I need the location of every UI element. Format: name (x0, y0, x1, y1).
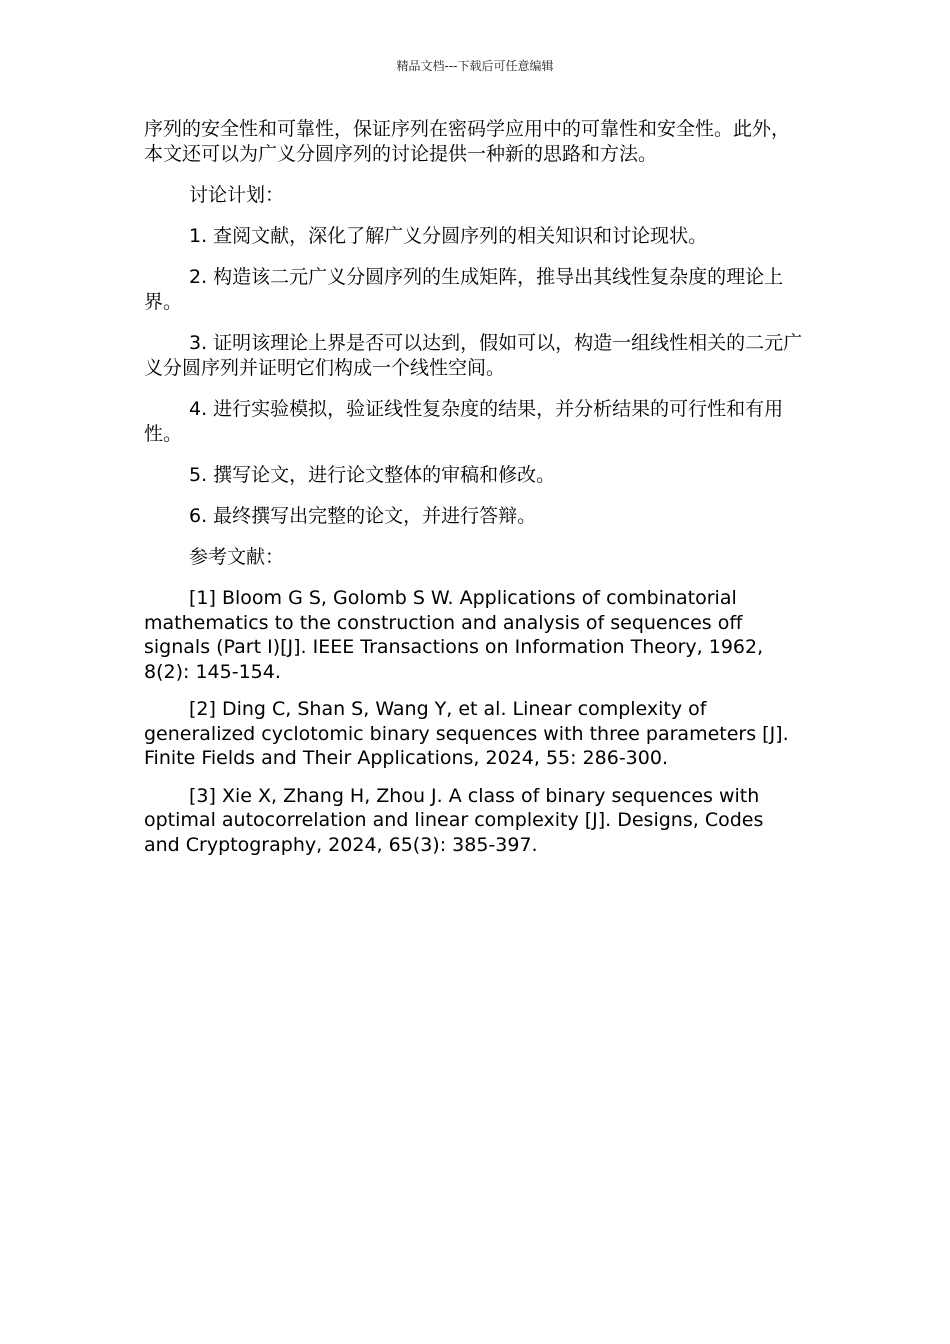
plan-item-5: 5. 撰写论文，进行论文整体的审稿和修改。 (189, 464, 556, 486)
reference-1: [1] Bloom G S, Golomb S W. Applications of combinatorial mathematics to the construction and analysis of sequences off signals (Part I)[J]. IEEE Transactions on Information Theory, 1962, 8(2): 145-154. (144, 587, 764, 683)
reference-2: [2] Ding C, Shan S, Wang Y, et al. Linear complexity of generalized cyclotomic binary sequences with three parameters [J]. Finite Fields and Their Applications, 2024, 55: 286-300. (144, 698, 789, 769)
plan-heading: 讨论计划： (189, 184, 285, 206)
plan-item-2: 2. 构造该二元广义分圆序列的生成矩阵，推导出其线性复杂度的理论上界。 (144, 266, 784, 313)
page-header: 精品文档---下载后可任意编辑 (396, 59, 554, 73)
plan-item-4: 4. 进行实验模拟，验证线性复杂度的结果，并分析结果的可行性和有用性。 (144, 398, 784, 445)
reference-3: [3] Xie X, Zhang H, Zhou J. A class of binary sequences with optimal autocorrelation and linear complexity [J]. Designs, Codes and Cryptography, 2024, 65(3): 385-397. (144, 784, 764, 856)
references-heading: 参考文献： (189, 546, 285, 568)
plan-item-3: 3. 证明该理论上界是否可以达到，假如可以，构造一组线性相关的二元广义分圆序列并证明它们构成一个线性空间。 (144, 332, 803, 379)
plan-item-1: 1. 查阅文献，深化了解广义分圆序列的相关知识和讨论现状。 (189, 225, 708, 247)
plan-item-6: 6. 最终撰写出完整的论文，并进行答辩。 (189, 505, 537, 527)
intro-paragraph: 序列的安全性和可靠性，保证序列在密码学应用中的可靠性和安全性。此外，本文还可以为广义分圆序列的讨论提供一种新的思路和方法。 (144, 118, 791, 165)
document-body (144, 117, 804, 870)
